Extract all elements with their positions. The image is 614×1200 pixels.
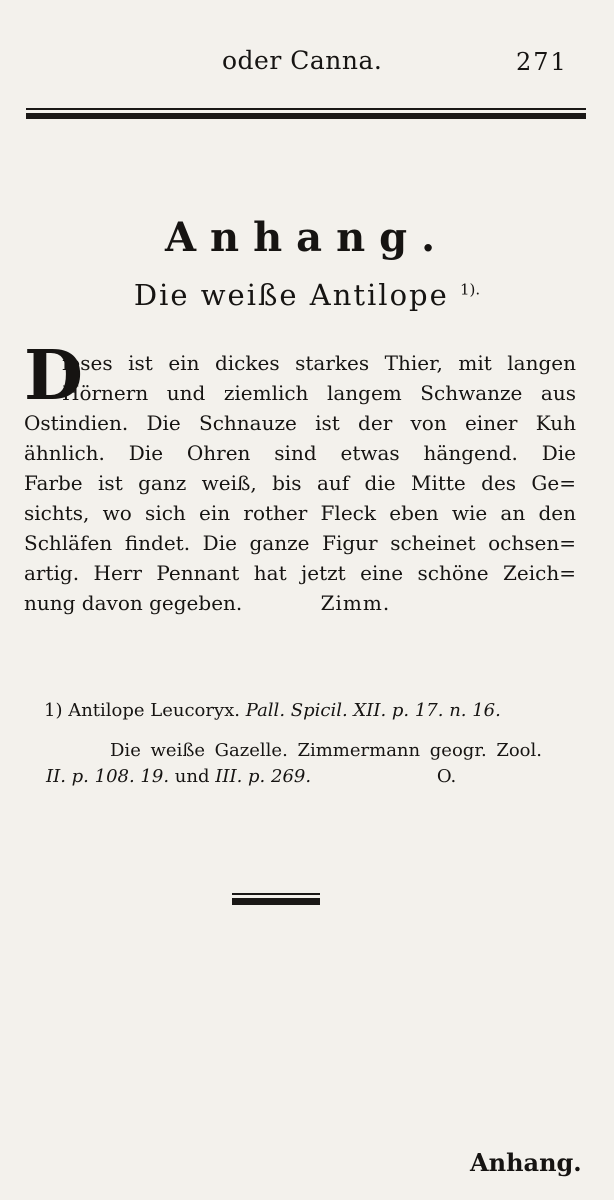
article-title [0, 278, 614, 312]
body-line: nung davon gegeben. [24, 591, 243, 615]
author-signature: Zimm. [320, 591, 391, 615]
footnote-marker: 1). [459, 280, 481, 299]
article-title-text: Die weiße Antilope [133, 278, 449, 312]
body-line: sichts, wo sich ein rother Fleck eben wie an den [24, 501, 576, 525]
footnote-citation: Pall. Spicil. XII. p. 17. n. 16. [245, 700, 501, 721]
running-head [0, 40, 614, 80]
footnote-signature: O. [436, 766, 457, 787]
body-line: Farbe ist ganz weiß, bis auf die Mitte des Ge= [24, 471, 576, 495]
footnote-line [44, 700, 564, 721]
header-rule-thick [26, 113, 586, 119]
body-line: artig. Herr Pennant hat jetzt eine schöne Zeich= [24, 561, 576, 585]
catchword: Anhang. [470, 1148, 582, 1177]
header-double-rule [26, 108, 586, 120]
running-title: oder Canna. [222, 46, 383, 75]
footnote-line [46, 766, 506, 787]
footnote-line: Die weiße Gazelle. Zimmermann geogr. Zool. [110, 740, 542, 761]
body-line: Ostindien. Die Schnauze ist der von einer Kuh [24, 411, 576, 435]
end-rule-thick [232, 898, 320, 905]
footnote-citation: II. p. 108. 19. [46, 766, 170, 787]
body-line-final [24, 588, 576, 618]
page-number: 271 [516, 48, 568, 76]
end-rule-thin [232, 893, 320, 895]
footnote-conjunction: und [174, 766, 210, 787]
body-line: Schläfen findet. Die ganze Figur scheinet ochsen= [24, 531, 576, 555]
drop-cap: D [24, 336, 83, 416]
body-paragraph [24, 336, 576, 618]
footnote-reference: 1) Antilope Leucoryx. [44, 700, 241, 721]
body-line: ähnlich. Die Ohren sind etwas hängend. Die [24, 441, 576, 465]
footnote-citation: III. p. 269. [215, 766, 312, 787]
header-rule-thin [26, 108, 586, 110]
section-end-rule [232, 893, 320, 907]
section-heading: Anhang. [164, 214, 450, 261]
body-line: ieses ist ein dickes starkes Thier, mit langen [62, 351, 576, 375]
body-line: Hörnern und ziemlich langem Schwanze aus [62, 381, 576, 405]
